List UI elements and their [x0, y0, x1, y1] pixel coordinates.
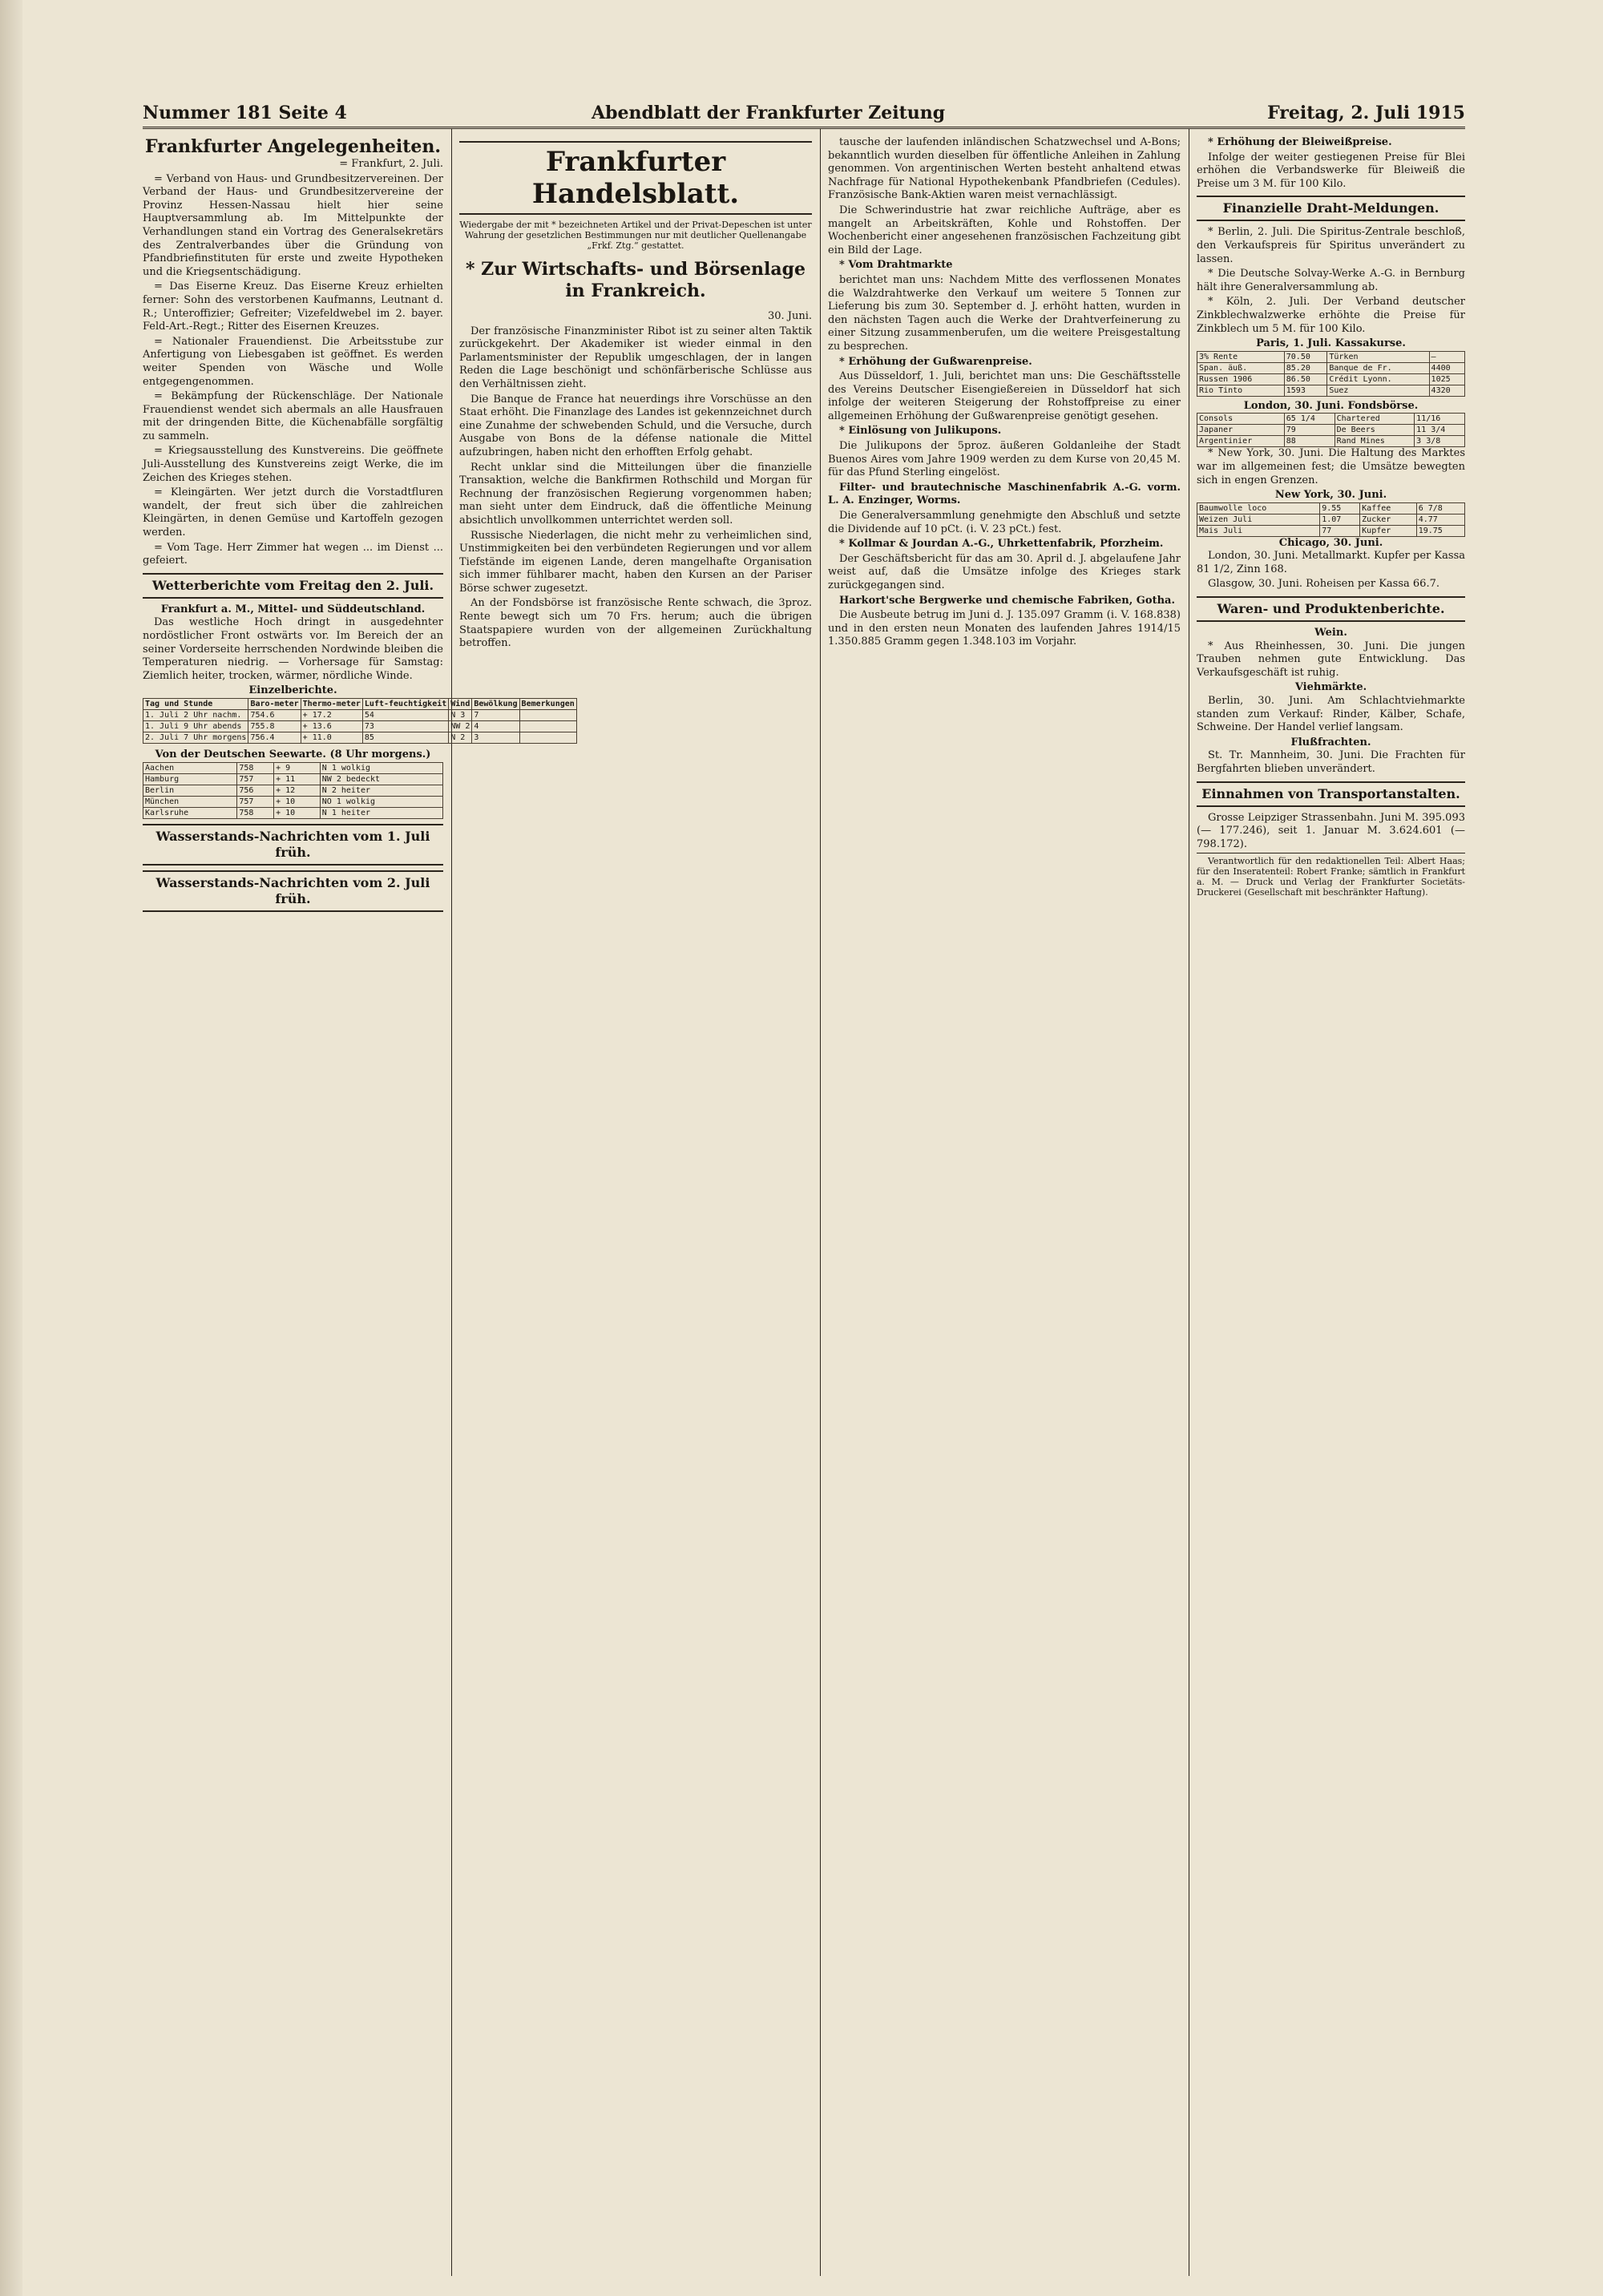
paper-name: Abendblatt der Frankfurter Zeitung — [592, 103, 946, 123]
table-cell: Japaner — [1197, 425, 1285, 436]
section-title: Einnahmen von Transportanstalten. — [1197, 781, 1465, 807]
article-heading: Harkort'sche Bergwerke und chemische Fabriken, Gotha. — [839, 594, 1175, 607]
table-row — [1197, 385, 1465, 396]
weather-title: Wetterberichte vom Freitag den 2. Juli. — [143, 573, 443, 599]
table-cell: + 10 — [274, 807, 321, 818]
table-cell: 1593 — [1284, 385, 1327, 396]
article-paragraph: Die Banque de France hat neuerdings ihre Vorschüsse an den Staat erhöht. Die Finanzlage des Landes ist gekennzeichnet durch eine Zunahme der schwebenden Schuld, und die Versuche, durch Ausgabe von Bons de la défense nationale die Mittel aufzubringen, haben nicht den erhofften Erfolg gehabt. — [459, 393, 812, 458]
table-cell: 1. Juli 9 Uhr abends — [143, 720, 248, 732]
table-cell: 1025 — [1429, 373, 1464, 385]
table-title: New York, 30. Juni. — [1274, 489, 1387, 502]
table-cell: N 1 wolkig — [320, 762, 442, 773]
article-paragraph: Der Geschäftsbericht für das am 30. April d. J. abgelaufene Jahr weist auf, daß die Umsätze infolge des Krieges stark zurückgegangen sind. — [828, 552, 1181, 591]
issue-number: Nummer 181 Seite 4 — [143, 103, 347, 123]
table-cell: Zucker — [1360, 514, 1417, 525]
dateline: 30. Juni. — [767, 310, 812, 322]
section-title: Frankfurter Angelegenheiten. — [144, 136, 442, 157]
page-fold — [0, 0, 22, 2296]
column-business-news — [828, 136, 1181, 2284]
table-cell: NW 2 bedeckt — [320, 773, 442, 785]
article-heading: * Erhöhung der Gußwarenpreise. — [839, 355, 1032, 368]
article-paragraph: = Bekämpfung der Rückenschläge. Der Nationale Frauendienst wendet sich abermals an alle Hausfrauen mit der dringenden Bitte, die Küchenabfälle sorgfältig zu sammeln. — [143, 390, 443, 442]
weather-subtitle: Frankfurt a. M., Mittel- und Süddeutschland. — [160, 603, 426, 615]
table-cell: 3 — [472, 732, 519, 743]
table-cell: + 11.0 — [301, 732, 362, 743]
table-cell: Rand Mines — [1334, 436, 1415, 447]
column-rule — [820, 128, 821, 2276]
table-cell: 65 1/4 — [1284, 414, 1334, 425]
article-paragraph: Grosse Leipziger Strassenbahn. Juni M. 395.093 (— 177.246), seit 1. Januar M. 3.624.601 (— 798.172). — [1197, 811, 1465, 850]
london-table — [1197, 413, 1465, 447]
article-paragraph: Aus Düsseldorf, 1. Juli, berichtet man uns: Die Geschäftsstelle des Vereins Deutscher Eisengießereien in Düsseldorf hat sich infolge der weiteren Steigerung der Rohstoffpreise zu einer allgemeinen Erhöhung der Gußwarenpreise genötigt gesehen. — [828, 370, 1181, 422]
table-cell: 86.50 — [1284, 373, 1327, 385]
table-cell: 7 — [472, 709, 519, 720]
table-header: Wind — [449, 698, 472, 709]
table-cell: 6 7/8 — [1416, 502, 1464, 514]
table-row — [1197, 502, 1465, 514]
table-row — [1197, 514, 1465, 525]
article-paragraph: = Kriegsausstellung des Kunstvereins. Die geöffnete Juli-Ausstellung des Kunstvereins zeigt Werke, die im Zeichen des Krieges stehen. — [143, 445, 443, 484]
table-cell: + 17.2 — [301, 709, 362, 720]
new-york-table — [1197, 502, 1465, 537]
paris-table — [1197, 351, 1465, 397]
station-table — [143, 762, 443, 819]
table-cell: Span. äuß. — [1197, 362, 1285, 373]
table-row — [143, 785, 443, 796]
article-paragraph: = Kleingärten. Wer jetzt durch die Vorstadtfluren wandelt, der freut sich über die zahlreichen Kleingärten, in denen Gemüse und Kartoffeln gezogen werden. — [143, 486, 443, 539]
article-paragraph: * Aus Rheinhessen, 30. Juni. Die jungen Trauben nehmen gute Entwicklung. Das Verkaufsgeschäft ist ruhig. — [1197, 640, 1465, 679]
table-title: Chicago, 30. Juni. — [1278, 536, 1383, 549]
article-paragraph: Recht unklar sind die Mitteilungen über die finanzielle Transaktion, welche die Bankfirmen Rothschild und Morgan für Rechnung der französischen Regierung vorgenommen haben; man sieht unter dem Eindruck, daß die öffentliche Meinung absichtlich unvollkommen unterrichtet werden soll. — [459, 461, 812, 527]
table-cell: Suez — [1327, 385, 1429, 396]
table-cell: 19.75 — [1416, 525, 1464, 536]
table-cell: + 11 — [274, 773, 321, 785]
table-cell: 4 — [472, 720, 519, 732]
column-handelsblatt — [459, 136, 812, 2284]
table-cell: 85.20 — [1284, 362, 1327, 373]
table-cell: NW 2 — [449, 720, 472, 732]
article-heading: * Kollmar & Jourdan A.-G., Uhrkettenfabrik, Pforzheim. — [839, 538, 1164, 551]
article-paragraph: Die Schwerindustrie hat zwar reichliche Aufträge, aber es mangelt an Arbeitskräften, Kohle und Rohstoffen. Der Wochenbericht einer angesehenen französischen Fachzeitung gibt ein Bild der Lage. — [828, 204, 1181, 256]
wasserstand-title: Wasserstands-Nachrichten vom 2. Juli früh. — [143, 870, 443, 912]
table-cell: 756.4 — [248, 732, 301, 743]
article-paragraph: Russische Niederlagen, die nicht mehr zu verheimlichen sind, Unstimmigkeiten bei den verbündeten Regierungen und vor allem Tiefstände im eigenen Lande, deren mangelhafte Organisation sich immer fühlbarer macht, haben den Kursen an der Pariser Börse schwer zugesetzt. — [459, 529, 812, 595]
wasserstand-title: Wasserstands-Nachrichten vom 1. Juli früh. — [143, 824, 443, 866]
table-cell: Argentinier — [1197, 436, 1285, 447]
article-heading: * Vom Drahtmarkte — [839, 259, 953, 272]
article-paragraph: Glasgow, 30. Juni. Roheisen per Kassa 66.7. — [1208, 578, 1439, 591]
headline: * Zur Wirtschafts- und Börsenlage in Frankreich. — [466, 259, 806, 301]
article-paragraph: London, 30. Juni. Metallmarkt. Kupfer per Kassa 81 1/2, Zinn 168. — [1197, 550, 1465, 575]
article-paragraph: Die Generalversammlung genehmigte den Abschluß und setzte die Dividende auf 10 pCt. (i. V. 23 pCt.) fest. — [828, 510, 1181, 535]
table-cell: 85 — [362, 732, 448, 743]
table-row — [1197, 362, 1465, 373]
newspaper-page — [22, 0, 1603, 2296]
table-cell: 77 — [1320, 525, 1360, 536]
table-header: Bewölkung — [472, 698, 519, 709]
section-title: Finanzielle Draht-Meldungen. — [1197, 196, 1465, 221]
table-cell: NO 1 wolkig — [320, 796, 442, 807]
table-cell: 70.50 — [1284, 351, 1327, 362]
table-cell: Rio Tinto — [1197, 385, 1285, 396]
table-cell: 4.77 — [1416, 514, 1464, 525]
subsection-title: Wein. — [1314, 627, 1347, 640]
table-cell: + 10 — [274, 796, 321, 807]
table-cell: N 3 — [449, 709, 472, 720]
table-cell: N 1 heiter — [320, 807, 442, 818]
article-heading: * Erhöhung der Bleiweißpreise. — [1208, 136, 1392, 148]
article-paragraph: = Nationaler Frauendienst. Die Arbeitsstube zur Anfertigung von Liebesgaben ist geöffnet. Es werden weiter Spenden von Wäsche und Wolle entgegengenommen. — [143, 335, 443, 388]
issue-date: Freitag, 2. Juli 1915 — [1267, 103, 1465, 123]
table-cell: Berlin — [143, 785, 237, 796]
table-header: Bemerkungen — [519, 698, 576, 709]
table-cell: 757 — [237, 773, 274, 785]
table-cell: Weizen Juli — [1197, 514, 1320, 525]
reprint-notice: Wiedergabe der mit * bezeichneten Artikel und der Privat-Depeschen ist unter Wahrung der gesetzlichen Bestimmungen nur mit deutlicher Quellenangabe „Frkf. Ztg.“ gestattet. — [459, 220, 812, 251]
article-heading: * Einlösung von Julikupons. — [839, 425, 1002, 438]
table-cell: 3 3/8 — [1415, 436, 1465, 447]
table-cell: Türken — [1327, 351, 1429, 362]
article-paragraph: * Die Deutsche Solvay-Werke A.-G. in Bernburg hält ihre Generalversammlung ab. — [1197, 268, 1465, 293]
table-row — [1197, 436, 1465, 447]
table-cell: N 2 — [449, 732, 472, 743]
table-cell: 79 — [1284, 425, 1334, 436]
table-cell: 755.8 — [248, 720, 301, 732]
table-cell: 4320 — [1429, 385, 1464, 396]
article-paragraph: tausche der laufenden inländischen Schatzwechsel und A-Bons; bekanntlich wurden dieselben für öffentliche Anleihen in Zahlung genommen. Von argentinischen Werten besteht anhaltend etwas Nachfrage für National Hypothekenbank Pfandbriefen (Cedules). Französische Bank-Aktien waren meist vernachlässigt. — [828, 136, 1181, 202]
table-cell: 758 — [237, 807, 274, 818]
article-paragraph: Die Julikupons der 5proz. äußeren Goldanleihe der Stadt Buenos Aires vom Jahre 1909 werden zu dem Kurse von 20,45 M. für das Pfund Sterling eingelöst. — [828, 440, 1181, 479]
table-title: London, 30. Juni. Fondsbörse. — [1243, 399, 1419, 412]
table-row — [1197, 525, 1465, 536]
table-title: Einzelberichte. — [248, 684, 337, 697]
seewarte-title: Von der Deutschen Seewarte. (8 Uhr morgens.) — [155, 748, 431, 761]
article-paragraph: = Verband von Haus- und Grundbesitzervereinen. Der Verband der Haus- und Grundbesitzervereine der Provinz Hessen-Nassau hielt hier seine Hauptversammlung ab. Im Mittelpunkte der Verhandlungen stand ein Vortrag des Generalsekretärs des Zentralverbandes über die Gründung von Pfandbriefinstituten für erste und zweite Hypotheken und die Kriegsentschädigung. — [143, 172, 443, 278]
table-cell: 88 — [1284, 436, 1334, 447]
table-cell: 3% Rente — [1197, 351, 1285, 362]
table-row — [1197, 373, 1465, 385]
table-cell: 54 — [362, 709, 448, 720]
table-header: Tag und Stunde — [143, 698, 248, 709]
table-cell: 754.6 — [248, 709, 301, 720]
table-header: Thermo-meter — [301, 698, 362, 709]
article-paragraph: * New York, 30. Juni. Die Haltung des Marktes war im allgemeinen fest; die Umsätze bewegten sich in engen Grenzen. — [1197, 447, 1465, 486]
article-paragraph: Die Ausbeute betrug im Juni d. J. 135.097 Gramm (i. V. 168.838) und in den ersten neun Monaten des laufenden Jahres 1914/15 1.350.885 Gramm gegen 1.348.103 im Vorjahr. — [828, 609, 1181, 648]
table-cell: 4400 — [1429, 362, 1464, 373]
table-cell: 9.55 — [1320, 502, 1360, 514]
table-cell: Aachen — [143, 762, 237, 773]
table-cell: Hamburg — [143, 773, 237, 785]
table-cell: 1. Juli 2 Uhr nachm. — [143, 709, 248, 720]
table-title: Paris, 1. Juli. Kassakurse. — [1256, 337, 1406, 350]
table-cell: — — [1429, 351, 1464, 362]
table-cell: + 13.6 — [301, 720, 362, 732]
section-title: Waren- und Produktenberichte. — [1197, 596, 1465, 622]
section-title: Frankfurter Handelsblatt. — [459, 141, 812, 215]
column-market-reports — [1197, 136, 1465, 2284]
impressum: Verantwortlich für den redaktionellen Teil: Albert Haas; für den Inseratenteil: Robert Franke; sämtlich in Frankfurt a. M. — Druck und Verlag der Frankfurter Societäts-Druckerei (Gesellschaft mit beschränkter Haftung). — [1197, 853, 1465, 898]
table-cell: 11/16 — [1415, 414, 1465, 425]
table-cell: Crédit Lyonn. — [1327, 373, 1429, 385]
article-paragraph: = Das Eiserne Kreuz. Das Eiserne Kreuz erhielten ferner: Sohn des verstorbenen Kaufmanns, Leutnant d. R.; Unteroffizier; Gefreiter; Vizefeldwebel im 2. bayer. Feld-Art.-Regt.; Ritter des Eisernen Kreuzes. — [143, 280, 443, 333]
table-row — [143, 762, 443, 773]
table-row — [1197, 351, 1465, 362]
column-frankfurter-angelegenheiten — [143, 136, 575, 2284]
table-cell: München — [143, 796, 237, 807]
article-paragraph: Der französische Finanzminister Ribot ist zu seiner alten Taktik zurückgekehrt. Der Akademiker ist wieder einmal in den Parlamentsminister der Republik umgeschlagen, der in langen Reden die Lage beschönigt und schönfärberische Schlüsse aus den Verhältnissen zieht. — [459, 325, 812, 390]
subsection-title: Flußfrachten. — [1290, 736, 1371, 749]
table-cell: 757 — [237, 796, 274, 807]
table-header: Baro-meter — [248, 698, 301, 709]
table-cell: Baumwolle loco — [1197, 502, 1320, 514]
table-cell: Consols — [1197, 414, 1285, 425]
table-cell: Chartered — [1334, 414, 1415, 425]
table-cell: Kaffee — [1360, 502, 1417, 514]
weather-text: Das westliche Hoch dringt in ausgedehnter nordöstlicher Front ostwärts vor. Im Bereich der an seiner Vorderseite herrschenden Nordwinde bleiben die Temperaturen niedrig. — Vorhersage für Samstag: Ziemlich heiter, trocken, wärmer, nördliche Winde. — [143, 616, 443, 682]
table-row — [143, 796, 443, 807]
table-row — [1197, 414, 1465, 425]
table-cell: Russen 1906 — [1197, 373, 1285, 385]
article-paragraph: * Köln, 2. Juli. Der Verband deutscher Zinkblechwalzwerke erhöhte die Preise für Zinkblech um 5 M. für 100 Kilo. — [1197, 296, 1465, 335]
dateline: = Frankfurt, 2. Juli. — [339, 158, 443, 170]
table-row — [143, 807, 443, 818]
article-heading: Filter- und brautechnische Maschinenfabrik A.-G. vorm. L. A. Enzinger, Worms. — [828, 481, 1181, 507]
article-paragraph: An der Fondsbörse ist französische Rente schwach, die 3proz. Rente bewegt sich um 70 Frs. herum; auch die übrigen Staatspapiere wurden von der allgemeinen Zurückhaltung betroffen. — [459, 597, 812, 650]
article-paragraph: Berlin, 30. Juni. Am Schlachtviehmarkte standen zum Verkauf: Rinder, Kälber, Schafe, Schweine. Der Handel verlief langsam. — [1197, 695, 1465, 734]
table-cell: N 2 heiter — [320, 785, 442, 796]
table-cell: + 12 — [274, 785, 321, 796]
table-cell: Mais Juli — [1197, 525, 1320, 536]
article-paragraph: Infolge der weiter gestiegenen Preise für Blei erhöhen die Verbandswerke für Bleiweiß die Preise um 3 M. für 100 Kilo. — [1197, 151, 1465, 190]
article-paragraph: = Vom Tage. Herr Zimmer hat wegen ... im Dienst ... gefeiert. — [143, 541, 443, 567]
table-cell: 11 3/4 — [1415, 425, 1465, 436]
running-header — [143, 103, 1465, 129]
table-cell: 758 — [237, 762, 274, 773]
table-cell: 756 — [237, 785, 274, 796]
table-cell: 73 — [362, 720, 448, 732]
table-cell: De Beers — [1334, 425, 1415, 436]
column-rule — [451, 128, 452, 2276]
article-paragraph: * Berlin, 2. Juli. Die Spiritus-Zentrale beschloß, den Verkaufspreis für Spiritus unverändert zu lassen. — [1197, 226, 1465, 265]
table-cell: 2. Juli 7 Uhr morgens — [143, 732, 248, 743]
subsection-title: Viehmärkte. — [1294, 681, 1367, 694]
table-row — [143, 773, 443, 785]
table-cell: + 9 — [274, 762, 321, 773]
article-paragraph: berichtet man uns: Nachdem Mitte des verflossenen Monates die Walzdrahtwerke den Verkauf um weitere 5 Tonnen zur Lieferung bis zum 30. September d. J. erhöht hatten, wurden in den nächsten Tagen auch die Werke der Drahtverfeinerung zu einer Sitzung zusammenberufen, um die weitere Preisgestaltung zu besprechen. — [828, 273, 1181, 353]
table-cell: Karlsruhe — [143, 807, 237, 818]
table-cell: Kupfer — [1360, 525, 1417, 536]
table-cell: Banque de Fr. — [1327, 362, 1429, 373]
table-row — [1197, 425, 1465, 436]
table-cell: 1.07 — [1320, 514, 1360, 525]
article-paragraph: St. Tr. Mannheim, 30. Juni. Die Frachten für Bergfahrten blieben unverändert. — [1197, 749, 1465, 775]
table-header: Luft-feuchtigkeit — [362, 698, 448, 709]
